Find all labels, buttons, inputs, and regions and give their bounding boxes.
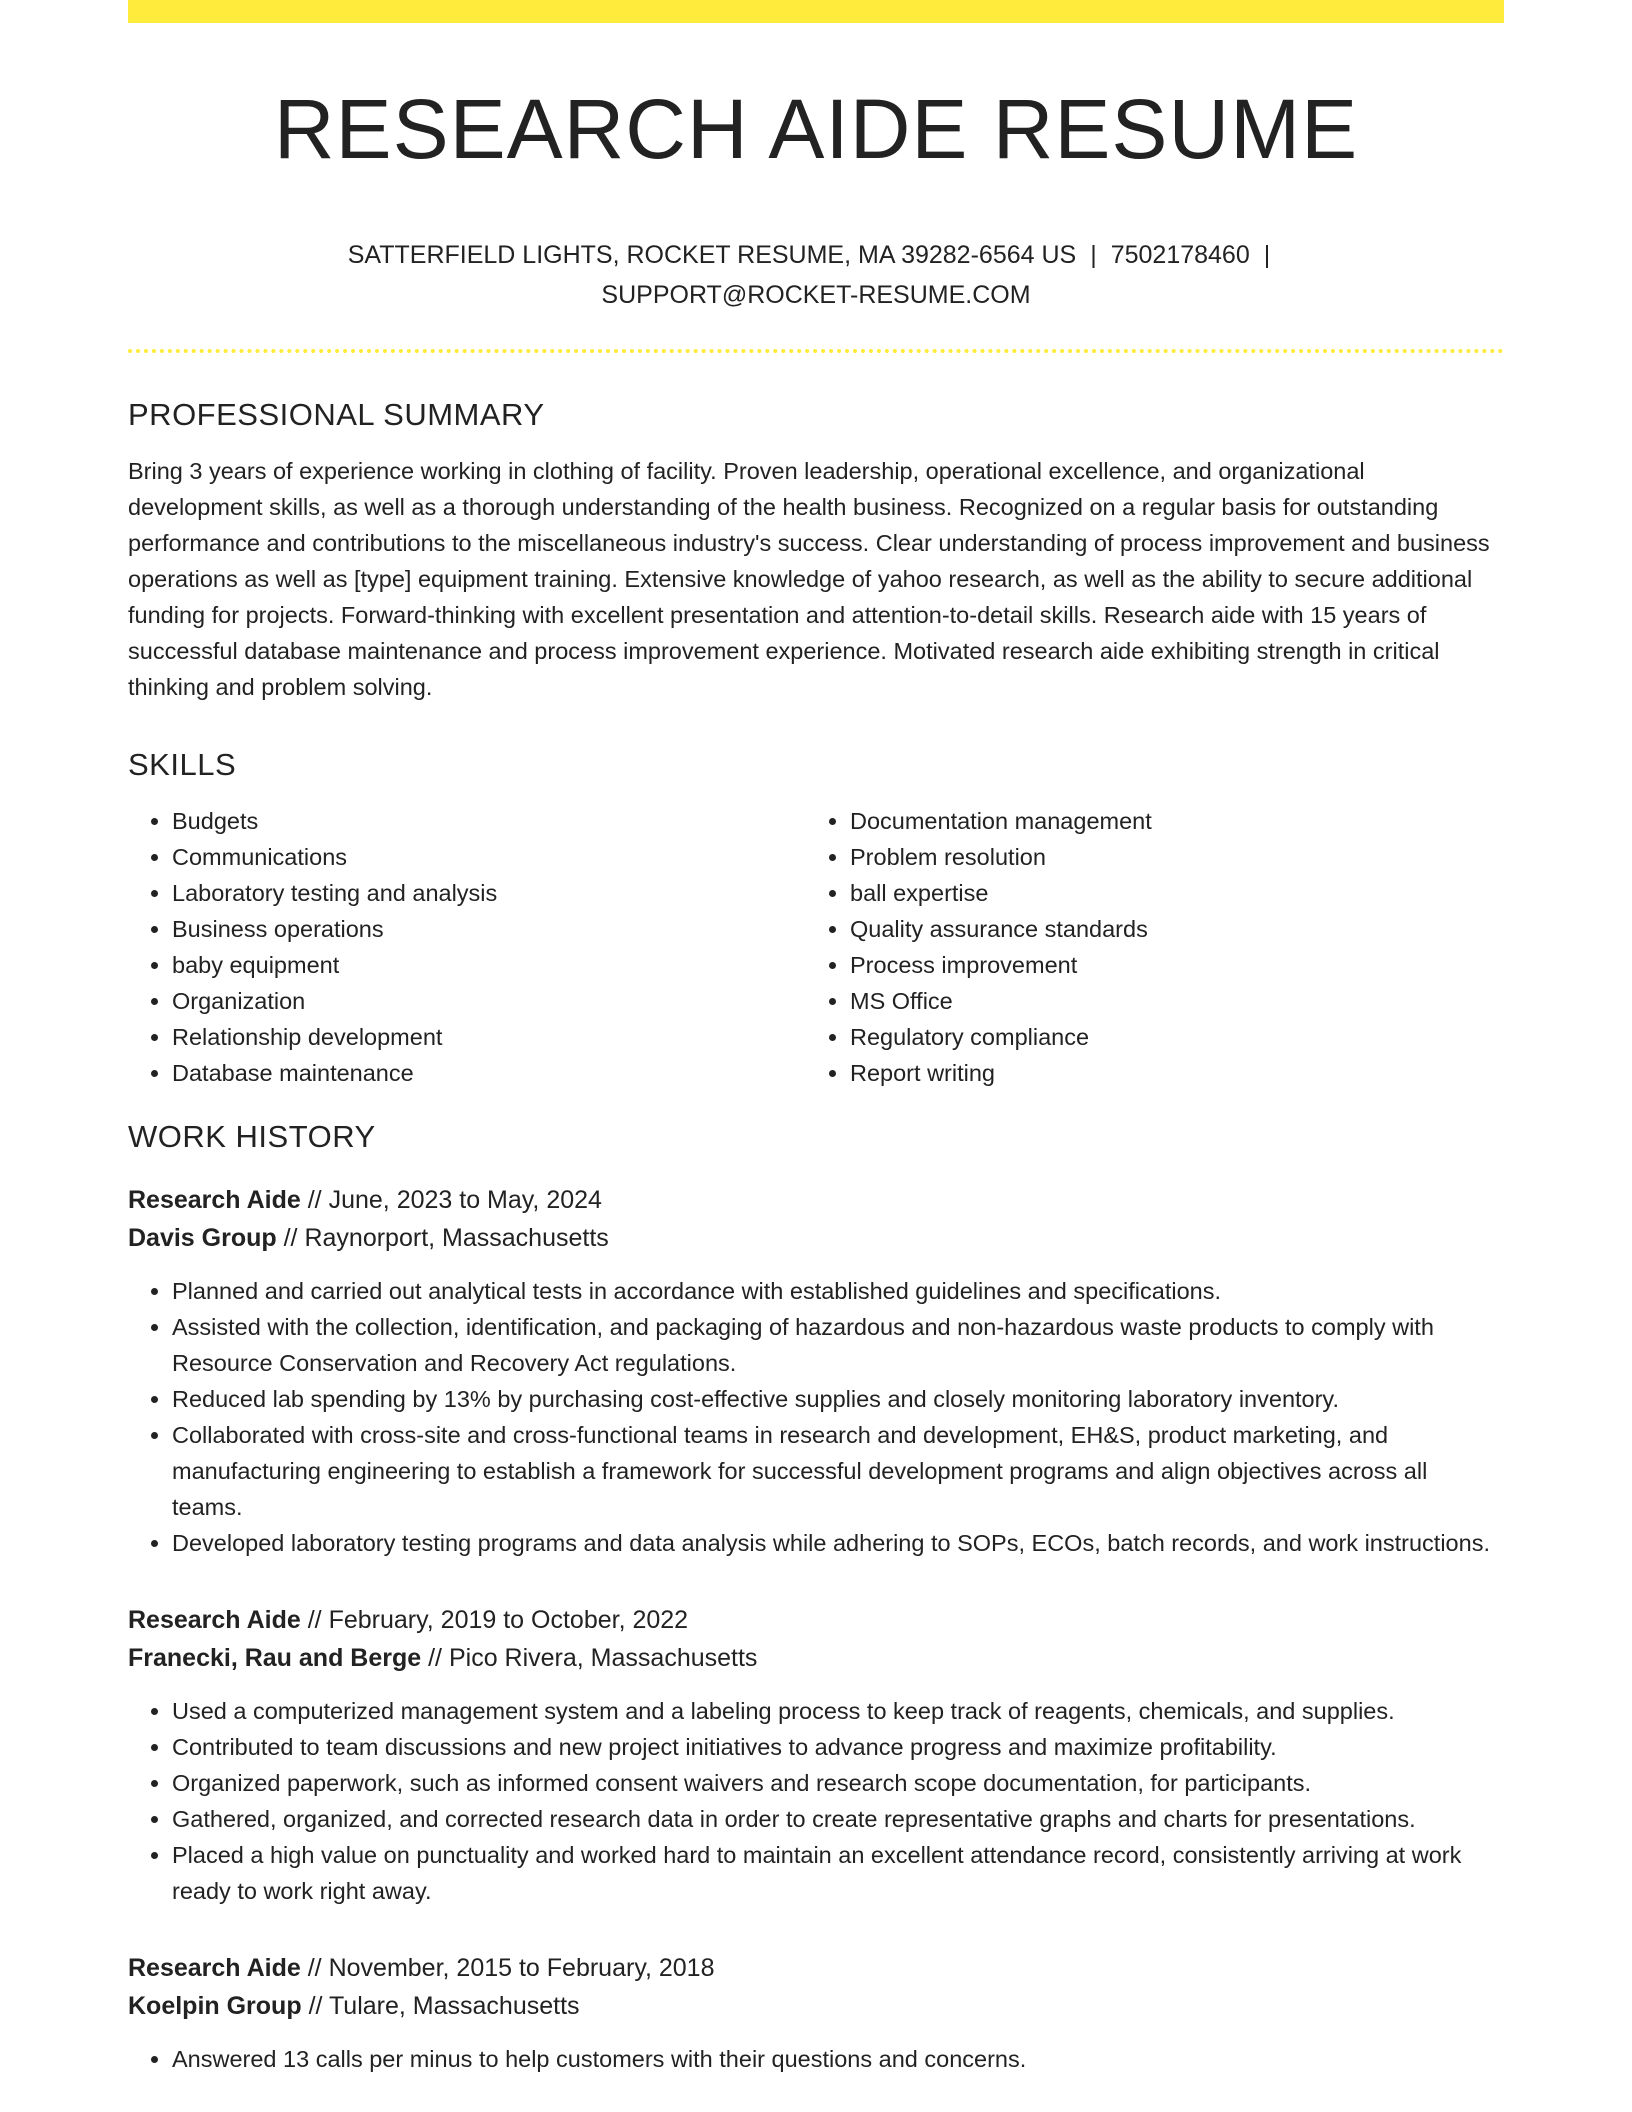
skill-item: • Budgets: [172, 803, 806, 839]
job-role: Research Aide: [128, 1606, 301, 1635]
job-divider: //: [307, 1954, 322, 1983]
job-role-line: [128, 1949, 1504, 1987]
job-role: Research Aide: [128, 1954, 301, 1983]
job-dates: February, 2019 to October, 2022: [328, 1606, 689, 1635]
job-divider: //: [308, 1992, 323, 2021]
skills-column-right: [806, 803, 1484, 1091]
skill-item: • Organization: [172, 983, 806, 1019]
skill-item: • Documentation management: [850, 803, 1484, 839]
work-history-heading: WORK HISTORY: [128, 1119, 376, 1155]
skills-heading: SKILLS: [128, 747, 237, 783]
skill-item: • Laboratory testing and analysis: [172, 875, 806, 911]
job-dates: November, 2015 to February, 2018: [328, 1954, 715, 1983]
contact-info: [128, 235, 1504, 315]
job-bullets: [128, 1693, 1504, 1909]
job-bullet: • Developed laboratory testing programs and data analysis while adhering to SOPs, ECOs, batch records, and work instructions.: [172, 1525, 1504, 1561]
job-bullet: • Placed a high value on punctuality and worked hard to maintain an excellent attendance record, consistently arriving at work ready to work right away.: [172, 1837, 1504, 1909]
accent-bar: [128, 0, 1504, 23]
contact-phone: 7502178460: [1110, 241, 1250, 270]
skill-item: • Business operations: [172, 911, 806, 947]
skill-item: • Report writing: [850, 1055, 1484, 1091]
contact-separator: |: [1263, 241, 1271, 270]
skill-item: • baby equipment: [172, 947, 806, 983]
job-bullet: • Organized paperwork, such as informed consent waivers and research scope documentation, for participants.: [172, 1765, 1504, 1801]
job-entry: [128, 1601, 1504, 1909]
contact-separator: |: [1090, 241, 1097, 270]
skill-item: • Regulatory compliance: [850, 1019, 1484, 1055]
skills-column-left: [128, 803, 806, 1091]
job-company: Koelpin Group: [128, 1992, 302, 2021]
job-location: Tulare, Massachusetts: [328, 1992, 580, 2021]
job-divider: //: [283, 1224, 298, 1253]
job-bullets: [128, 1273, 1504, 1561]
contact-email[interactable]: SUPPORT@ROCKET-RESUME.COM: [601, 281, 1031, 310]
skill-item: • Database maintenance: [172, 1055, 806, 1091]
job-bullet: • Gathered, organized, and corrected research data in order to create representative graphs and charts for presentations.: [172, 1801, 1504, 1837]
job-entry: [128, 1949, 1504, 2077]
job-role: Research Aide: [128, 1186, 301, 1215]
job-role-line: [128, 1181, 1504, 1219]
job-bullet: • Reduced lab spending by 13% by purchasing cost-effective supplies and closely monitoring laboratory inventory.: [172, 1381, 1504, 1417]
job-role-line: [128, 1601, 1504, 1639]
job-location: Pico Rivera, Massachusetts: [448, 1644, 758, 1673]
job-bullet: • Planned and carried out analytical tests in accordance with established guidelines and specifications.: [172, 1273, 1504, 1309]
job-company-line: [128, 1639, 1504, 1677]
job-bullet: • Used a computerized management system and a labeling process to keep track of reagents, chemicals, and supplies.: [172, 1693, 1504, 1729]
skill-item: • MS Office: [850, 983, 1484, 1019]
resume-title: RESEARCH AIDE RESUME: [273, 82, 1359, 176]
skill-item: • Process improvement: [850, 947, 1484, 983]
skill-item: • Communications: [172, 839, 806, 875]
job-company-line: [128, 1987, 1504, 2025]
job-divider: //: [307, 1606, 322, 1635]
contact-address: SATTERFIELD LIGHTS, ROCKET RESUME, MA 39282-6564 US: [347, 241, 1077, 270]
skill-item: • ball expertise: [850, 875, 1484, 911]
job-entry: [128, 1181, 1504, 1561]
job-dates: June, 2023 to May, 2024: [328, 1186, 602, 1215]
job-bullet: • Answered 13 calls per minus to help customers with their questions and concerns.: [172, 2041, 1504, 2077]
job-bullet: • Assisted with the collection, identification, and packaging of hazardous and non-hazardous waste products to comply with Resource Conservation and Recovery Act regulations.: [172, 1309, 1504, 1381]
job-company-line: [128, 1219, 1504, 1257]
job-bullet: • Contributed to team discussions and new project initiatives to advance progress and maximize profitability.: [172, 1729, 1504, 1765]
job-company: Davis Group: [128, 1224, 277, 1253]
summary-text: Bring 3 years of experience working in clothing of facility. Proven leadership, operational excellence, and organizational development skills, as well as a thorough understanding of the health business. Recognized on a regular basis for outstanding performance and contributions to the miscellaneous industry's success. Clear understanding of process improvement and business operations as well as [type] equipment training. Extensive knowledge of yahoo research, as well as the ability to secure additional funding for projects. Forward-thinking with excellent presentation and attention-to-detail skills. Research aide with 15 years of successful database maintenance and process improvement experience. Motivated research aide exhibiting strength in critical thinking and problem solving.: [128, 458, 1490, 701]
job-bullet: • Collaborated with cross-site and cross-functional teams in research and development, EH&S, product marketing, and manufacturing engineering to establish a framework for successful development programs and align objectives across all teams.: [172, 1417, 1504, 1525]
job-company: Franecki, Rau and Berge: [128, 1644, 422, 1673]
summary-heading: PROFESSIONAL SUMMARY: [128, 397, 545, 433]
job-location: Raynorport, Massachusetts: [304, 1224, 609, 1253]
job-divider: //: [428, 1644, 443, 1673]
skill-item: • Relationship development: [172, 1019, 806, 1055]
resume-page: [128, 0, 1504, 2077]
job-bullets: [128, 2041, 1504, 2077]
skills-list: [128, 803, 1504, 1091]
header-divider: [128, 349, 1504, 353]
job-divider: //: [307, 1186, 322, 1215]
skill-item: • Problem resolution: [850, 839, 1484, 875]
skill-item: • Quality assurance standards: [850, 911, 1484, 947]
